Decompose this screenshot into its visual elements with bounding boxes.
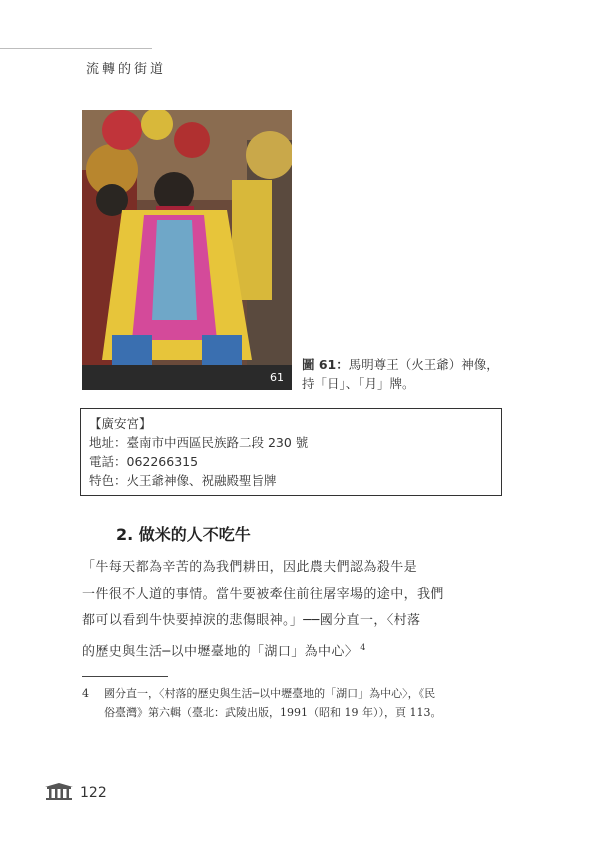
running-head: 流轉的街道	[86, 62, 167, 77]
footnote-rule	[82, 676, 168, 677]
temple-info-box	[80, 408, 502, 496]
info-phone: 電話：062266315	[89, 454, 199, 469]
caption-line-2: 持「日」、「月」牌。	[302, 376, 415, 391]
footnote	[82, 684, 504, 722]
quote-line: 都可以看到牛快要掉淚的悲傷眼神。」──國分直一，〈村落	[82, 613, 421, 628]
temple-icon	[44, 782, 74, 804]
info-feature: 特色：火王爺神像、祝融殿聖旨牌	[89, 473, 277, 488]
quote-line: 的歷史與生活─以中壢臺地的「湖口」為中心〉	[82, 643, 359, 659]
info-title: 【廣安宮】	[89, 416, 152, 431]
quote-line: 「牛每天都為辛苦的為我們耕田，因此農夫們認為殺牛是	[82, 560, 418, 575]
header-rule	[0, 48, 152, 49]
footnote-line-2: 俗臺灣》第六輯（臺北：武陵出版，1991（昭和 19 年）），頁 113。	[104, 706, 442, 719]
photo-number: 61	[270, 371, 284, 384]
page-number: 122	[80, 785, 107, 801]
footnote-line-1: 國分直一，〈村落的歷史與生活─以中壢臺地的「湖口」為中心〉，《民	[104, 687, 436, 700]
caption-label: 圖 61：	[302, 357, 349, 372]
footnote-number: 4	[82, 687, 89, 700]
footnote-reference[interactable]: 4	[360, 642, 366, 652]
section-heading: 2. 做米的人不吃牛	[116, 525, 251, 544]
caption-line-1: 馬明尊王（火王爺）神像，	[348, 357, 499, 372]
quote-line: 一件很不人道的事情。當牛要被牽住前往屠宰場的途中，我們	[82, 586, 444, 602]
info-address: 地址：臺南市中西區民族路二段 230 號	[89, 435, 309, 450]
figure-caption	[302, 355, 507, 393]
quote-paragraph	[82, 555, 502, 665]
deity-photo	[82, 110, 292, 390]
